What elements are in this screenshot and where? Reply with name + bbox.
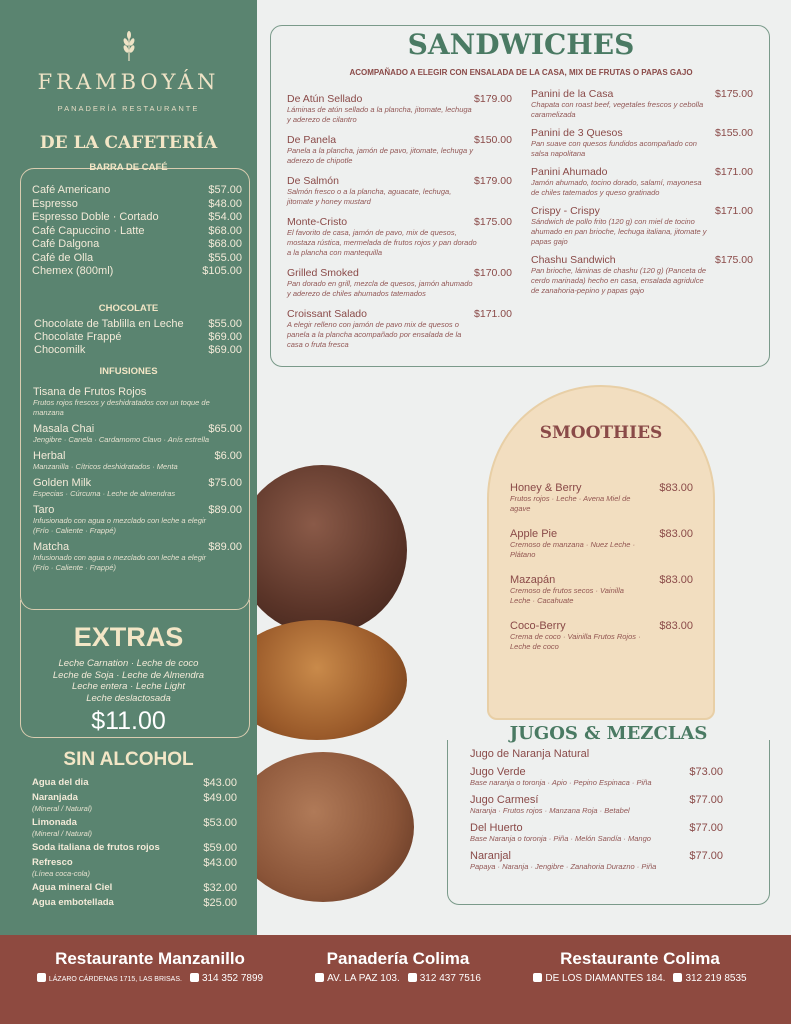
item-name: Chocolate Frappé [34, 331, 122, 343]
location-name: Restaurante Colima [560, 949, 720, 968]
menu-item-row [34, 331, 242, 343]
item-name: Limonada [32, 817, 77, 828]
menu-item-row [470, 748, 723, 760]
item-price: $170.00 [474, 267, 512, 279]
menu-item [32, 198, 242, 210]
footer-locations [0, 935, 791, 1024]
extras-line: Leche Carnation · Leche de coco [58, 658, 199, 669]
menu-item-row [32, 184, 242, 196]
item-description: Salmón fresco o a la plancha, aguacate, lechuga, jitomate y honey mustard [287, 187, 452, 206]
item-name: Naranjal [470, 850, 511, 862]
extras-line: Leche entera · Leche Light [71, 681, 186, 692]
item-name: Chocomilk [34, 344, 86, 356]
item-name: Café Capuccino · Latte [32, 224, 145, 237]
wheat-logo-icon [122, 30, 136, 62]
item-description: (Mineral / Natural) [32, 804, 93, 813]
cafeteria-title: DE LA CAFETERÍA [39, 133, 218, 153]
menu-item-row [287, 308, 512, 320]
phone-icon [190, 973, 199, 982]
location-address: AV. LA PAZ 103. [327, 973, 400, 984]
item-name: Café de Olla [32, 251, 94, 264]
menu-item [33, 477, 242, 499]
menu-item [510, 620, 693, 652]
item-price: $43.00 [203, 857, 237, 869]
brand-name: FRAMBOYÁN [37, 70, 220, 94]
item-price: $57.00 [208, 184, 242, 196]
item-description: Pan suave con quesos fundidos acompañado con salsa napolitana [531, 139, 697, 158]
location-info [283, 973, 513, 984]
menu-item-row [510, 482, 693, 494]
item-price: $55.00 [208, 318, 242, 330]
item-name: Taro [33, 504, 55, 516]
item-price: $83.00 [659, 574, 693, 586]
menu-item-row [470, 766, 723, 778]
item-name: Agua del dia [32, 777, 89, 788]
item-price: $179.00 [474, 93, 512, 105]
menu-item-row [32, 238, 242, 250]
item-name: Café Dalgona [32, 238, 100, 250]
item-price: $68.00 [208, 224, 242, 237]
menu-item [33, 541, 242, 573]
item-name: Croissant Salado [287, 308, 367, 320]
item-price: $175.00 [715, 254, 753, 266]
item-description: Base Naranja o toronja · Piña · Melón Sandía · Mango [470, 834, 651, 843]
smoothies-title: SMOOTHIES [539, 423, 663, 443]
menu-item [510, 528, 693, 560]
menu-item-row [531, 88, 753, 100]
item-price: $73.00 [689, 766, 723, 778]
menu-item [531, 127, 753, 159]
item-description: Base naranja o toronja · Apio · Pepino Espinaca · Piña [470, 778, 652, 787]
menu-item [287, 216, 512, 258]
menu-item-row [33, 541, 242, 553]
item-name: Espresso [32, 197, 78, 210]
footer-location [283, 949, 513, 984]
menu-item [287, 308, 512, 350]
item-description: Infusionado con agua o mezclado con leche a elegir (Frío · Caliente · Frappé) [33, 516, 207, 535]
item-price: $32.00 [203, 882, 237, 894]
item-price: $171.00 [474, 308, 512, 320]
jugos-title: JUGOS & MEZCLAS [509, 723, 708, 744]
item-name: Jugo de Naranja Natural [470, 748, 590, 760]
menu-item [470, 766, 723, 788]
item-description: Láminas de atún sellado a la plancha, jitomate, lechuga y aderezo de cilantro [287, 105, 472, 124]
menu-item-row [33, 450, 242, 462]
menu-item-row [33, 423, 242, 435]
footer-location [20, 949, 280, 984]
menu-item [470, 794, 723, 816]
location-phone: 312 437 7516 [419, 973, 481, 984]
menu-item-row [287, 175, 512, 187]
item-description: Chapata con roast beef, vegetales frescos y cebolla caramelizada [531, 100, 704, 119]
infusiones-subtitle: INFUSIONES [99, 366, 158, 377]
item-description: Sándwich de pollo frito (120 g) con miel de tocino ahumado en pan brioche, lechuga italiana, jitomate y papas gajo [531, 217, 707, 246]
brand-tagline: PANADERÍA RESTAURANTE [57, 104, 200, 113]
item-name: Jugo Verde [470, 766, 526, 778]
item-price: $6.00 [214, 450, 242, 462]
menu-item [531, 88, 753, 120]
item-description: A elegir relleno con jamón de pavo mix de quesos o panela a la plancha acompañado por ensalada de la casa o fruta fresca [287, 320, 462, 349]
item-name: Monte-Cristo [287, 216, 348, 228]
item-description: Infusionado con agua o mezclado con leche a elegir (Frío · Caliente · Frappé) [33, 553, 207, 572]
item-name: Chemex (800ml) [32, 265, 114, 277]
item-price: $68.00 [208, 238, 242, 250]
menu-item [32, 842, 237, 854]
map-pin-icon [315, 973, 324, 982]
item-price: $83.00 [659, 482, 693, 494]
item-name: Honey & Berry [510, 482, 582, 494]
menu-item [531, 254, 753, 296]
item-price: $83.00 [659, 620, 693, 632]
item-price: $171.00 [715, 205, 753, 217]
item-price: $175.00 [715, 88, 753, 100]
location-info [505, 973, 775, 984]
phone-icon [408, 973, 417, 982]
item-price: $54.00 [208, 211, 242, 223]
item-name: Agua embotellada [32, 897, 114, 908]
menu-item-row [531, 254, 753, 266]
menu-item [34, 344, 242, 356]
menu-item-row [32, 792, 237, 804]
menu-item [34, 318, 242, 330]
item-price: $155.00 [715, 127, 753, 139]
location-phone: 314 352 7899 [201, 973, 264, 984]
item-description: Papaya · Naranja · Jengibre · Zanahoria Durazno · Piña [470, 862, 657, 871]
menu-item-row [287, 134, 512, 146]
menu-item [470, 850, 723, 872]
item-price: $83.00 [659, 528, 693, 540]
location-phone: 312 219 8535 [685, 973, 747, 984]
item-name: Crispy - Crispy [531, 205, 600, 217]
location-name: Panadería Colima [326, 949, 470, 968]
menu-item [32, 225, 242, 237]
menu-item [32, 211, 242, 223]
menu-item-row [34, 318, 242, 330]
item-name: De Salmón [287, 175, 339, 187]
menu-item [33, 504, 242, 536]
menu-item-row [32, 211, 242, 223]
menu-item [32, 777, 237, 789]
menu-item-row [470, 850, 723, 862]
menu-item-row [32, 817, 237, 829]
extras-line: Leche deslactosada [86, 692, 171, 704]
item-price: $48.00 [208, 197, 242, 210]
item-name: De Panela [287, 134, 337, 146]
item-price: $179.00 [474, 175, 512, 187]
menu-item [531, 205, 753, 247]
menu-item-row [32, 777, 237, 789]
menu-item [32, 792, 237, 814]
menu-item-row [287, 93, 512, 105]
menu-item [287, 175, 512, 207]
menu-item-row [32, 225, 242, 237]
item-description: Jamón ahumado, tocino dorado, salamí, mayonesa de chiles tatemados y queso gratinado [531, 178, 702, 197]
chocolate-subtitle: CHOCOLATE [98, 303, 159, 314]
item-price: $59.00 [203, 842, 237, 854]
bread-image [257, 460, 417, 910]
item-price: $55.00 [208, 251, 242, 264]
item-price: $49.00 [203, 792, 237, 804]
item-name: Panini de la Casa [531, 88, 614, 100]
item-description: Cremoso de manzana · Nuez Leche · Plátano [510, 540, 636, 559]
footer-location [505, 949, 775, 984]
map-pin-icon [37, 973, 46, 982]
menu-item [470, 822, 723, 844]
item-name: Del Huerto [470, 822, 523, 834]
extras-price: $11.00 [91, 707, 166, 735]
item-name: Masala Chai [33, 423, 95, 435]
item-price: $77.00 [689, 822, 723, 834]
menu-item [33, 386, 242, 418]
sin-alcohol-title: SIN ALCOHOL [63, 749, 194, 770]
phone-icon [673, 973, 682, 982]
item-name: Chocolate de Tablilla en Leche [34, 318, 184, 330]
menu-item-row [470, 822, 723, 834]
menu-item-row [32, 265, 242, 277]
menu-item [32, 817, 237, 839]
item-price: $75.00 [208, 477, 242, 489]
menu-item [287, 93, 512, 125]
item-price: $53.00 [203, 817, 237, 829]
item-name: Panini Ahumado [531, 166, 608, 178]
menu-item [531, 166, 753, 198]
item-price: $175.00 [474, 216, 512, 228]
item-name: Panini de 3 Quesos [531, 127, 623, 139]
menu-item-row [34, 344, 242, 356]
location-address: LÁZARO CÁRDENAS 1715, LAS BRISAS. [48, 976, 182, 983]
extras-title: EXTRAS [73, 622, 184, 652]
item-name: Coco-Berry [510, 620, 566, 632]
menu-item-row [287, 267, 512, 279]
menu-item-row [531, 205, 753, 217]
item-price: $77.00 [689, 794, 723, 806]
menu-item [287, 134, 512, 166]
menu-item-row [287, 216, 512, 228]
menu-item-row [510, 620, 693, 632]
item-name: De Atún Sellado [287, 93, 363, 105]
item-price: $105.00 [202, 265, 242, 277]
item-name: Espresso Doble · Cortado [32, 211, 159, 223]
item-name: Agua mineral Ciel [32, 882, 113, 893]
menu-item [32, 238, 242, 250]
item-price: $89.00 [208, 541, 242, 553]
menu-item [32, 184, 242, 196]
item-description: El favorito de casa, jamón de pavo, mix de quesos, mostaza rústica, mermelada de frutos rojos y pan dorado a la plancha con mantequilla [287, 228, 477, 257]
item-name: Herbal [33, 450, 66, 462]
menu-item-row [470, 794, 723, 806]
item-name: Jugo Carmesí [470, 794, 539, 806]
item-description: Frutos rojos frescos y deshidratados con un toque de manzana [33, 398, 210, 417]
sandwiches-title: SANDWICHES [407, 28, 635, 61]
item-description: Frutos rojos · Leche · Avena Miel de agave [510, 494, 631, 513]
bread-loaf-brown [257, 752, 414, 902]
menu-item-row [33, 386, 242, 398]
item-description: (Mineral / Natural) [32, 829, 93, 838]
cafeteria-panel [0, 0, 257, 935]
sandwiches-section [270, 25, 770, 367]
item-price: $69.00 [208, 331, 242, 343]
menu-item-row [510, 528, 693, 540]
menu-item-row [531, 127, 753, 139]
extras-line: Leche de Soja · Leche de Almendra [52, 669, 205, 681]
menu-item-row [510, 574, 693, 586]
item-description: Manzanilla · Cítricos deshidratados · Menta [33, 462, 178, 471]
bread-loaf-golden [257, 620, 407, 740]
menu-item [32, 882, 237, 894]
menu-item-row [32, 252, 242, 264]
menu-item-row [531, 166, 753, 178]
menu-item-row [32, 842, 237, 854]
item-description: (Línea coca-cola) [32, 869, 90, 878]
item-price: $77.00 [689, 850, 723, 862]
menu-item-row [32, 897, 237, 909]
item-description: Naranja · Frutos rojos · Manzana Roja · Betabel [470, 806, 630, 815]
item-name: Café Americano [32, 184, 111, 196]
bread-loaf-dark [257, 465, 407, 635]
item-name: Naranjada [32, 792, 78, 803]
item-name: Soda italiana de frutos rojos [32, 842, 160, 853]
location-address: DE LOS DIAMANTES 184. [545, 973, 666, 984]
menu-item [32, 265, 242, 277]
menu-item [33, 423, 242, 445]
menu-item-row [33, 504, 242, 516]
item-name: Refresco [32, 857, 73, 868]
item-description: Panela a la plancha, jamón de pavo, jitomate, lechuga y aderezo de chipotle [287, 146, 473, 165]
menu-item [287, 267, 512, 299]
menu-item [34, 331, 242, 343]
menu-item [32, 897, 237, 909]
item-description: Pan dorado en grill, mezcla de quesos, jamón ahumado y aderezo de chiles ahumados tatemados [287, 279, 473, 298]
jugos-section [447, 740, 770, 905]
item-price: $43.00 [203, 777, 237, 789]
item-description: Cremoso de frutos secos · Vainilla Leche · Cacahuate [510, 586, 624, 605]
map-pin-icon [533, 973, 542, 982]
item-name: Apple Pie [510, 528, 558, 540]
menu-item-row [32, 882, 237, 894]
item-name: Mazapán [510, 574, 556, 586]
item-description: Pan brioche, láminas de chashu (120 g) (Panceta de cerdo marinada) hecho en casa, ensalada agridulce de zanahoria-pepino y papas gajo [531, 266, 707, 295]
menu-item-row [33, 477, 242, 489]
menu-item [470, 748, 723, 760]
menu-item-row [32, 198, 242, 210]
item-description: Crema de coco · Vainilla Frutos Rojos · Leche de coco [510, 632, 641, 651]
item-price: $25.00 [203, 897, 237, 909]
menu-item [33, 450, 242, 472]
menu-item [32, 252, 242, 264]
item-price: $65.00 [208, 423, 242, 435]
item-name: Golden Milk [33, 477, 92, 489]
menu-item [510, 574, 693, 606]
location-info [20, 973, 280, 984]
item-name: Tisana de Frutos Rojos [33, 386, 147, 398]
location-name: Restaurante Manzanillo [55, 949, 245, 968]
sandwiches-subtitle: ACOMPAÑADO A ELEGIR CON ENSALADA DE LA CASA, MIX DE FRUTAS O PAPAS GAJO [349, 68, 693, 77]
item-name: Chashu Sandwich [531, 254, 616, 266]
item-price: $171.00 [715, 166, 753, 178]
menu-item [510, 482, 693, 514]
menu-item [32, 857, 237, 879]
item-name: Matcha [33, 541, 70, 553]
item-price: $89.00 [208, 504, 242, 516]
item-name: Grilled Smoked [287, 267, 359, 279]
item-description: Especias · Cúrcuma · Leche de almendras [33, 489, 176, 498]
item-price: $150.00 [474, 134, 512, 146]
barra-cafe-subtitle: BARRA DE CAFÉ [89, 162, 168, 173]
menu-item-row [32, 857, 237, 869]
smoothies-section [487, 385, 715, 720]
item-description: Jengibre · Canela · Cardamomo Clavo · Anís estrella [33, 435, 210, 444]
item-price: $69.00 [208, 344, 242, 356]
